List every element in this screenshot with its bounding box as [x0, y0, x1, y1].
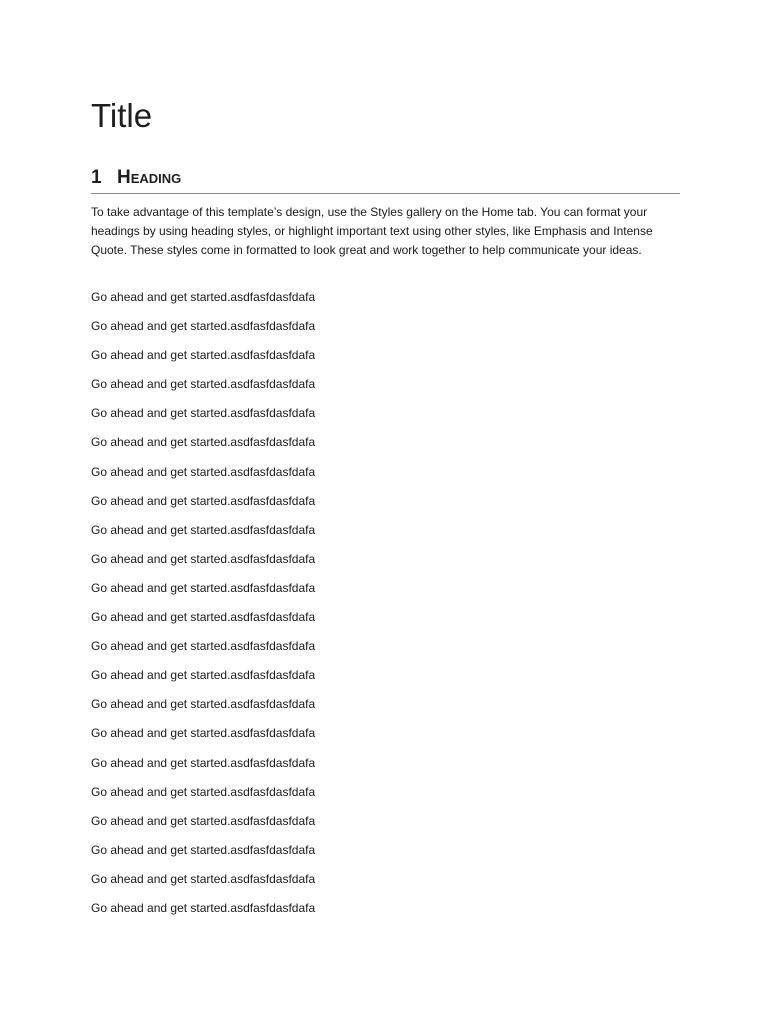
- intro-paragraph: To take advantage of this template’s design, use the Styles gallery on the Home tab. You can format your headings by using heading styles, or highlight important text using other styles, like Emphasis and Intense Quote. These styles come in formatted to look great and work together to help communicate your ideas.: [91, 205, 653, 257]
- body-line: Go ahead and get started.asdfasfdasfdafa: [91, 755, 316, 770]
- heading-number: 1: [91, 166, 102, 188]
- body-line: Go ahead and get started.asdfasfdasfdafa: [91, 639, 316, 654]
- body-line: Go ahead and get started.asdfasfdasfdafa: [91, 319, 316, 334]
- heading-text: Heading: [117, 166, 182, 188]
- body-line: Go ahead and get started.asdfasfdasfdafa: [91, 580, 316, 595]
- body-line: Go ahead and get started.asdfasfdasfdafa: [91, 522, 316, 537]
- body-line: Go ahead and get started.asdfasfdasfdafa: [91, 871, 316, 886]
- body-line: Go ahead and get started.asdfasfdasfdafa: [91, 813, 316, 828]
- body-line: Go ahead and get started.asdfasfdasfdafa: [91, 348, 316, 363]
- body-line: Go ahead and get started.asdfasfdasfdafa: [91, 610, 316, 625]
- body-line: Go ahead and get started.asdfasfdasfdafa: [91, 435, 316, 450]
- body-line: Go ahead and get started.asdfasfdasfdafa: [91, 464, 316, 479]
- document-title: Title: [91, 97, 153, 134]
- body-line: Go ahead and get started.asdfasfdasfdafa: [91, 726, 316, 741]
- body-line: Go ahead and get started.asdfasfdasfdafa: [91, 842, 316, 857]
- section-heading: [91, 162, 680, 194]
- body-line: Go ahead and get started.asdfasfdasfdafa: [91, 784, 316, 799]
- body-lines-list: [91, 288, 681, 928]
- body-line: Go ahead and get started.asdfasfdasfdafa: [91, 668, 316, 683]
- body-line: Go ahead and get started.asdfasfdasfdafa: [91, 900, 316, 915]
- body-line: Go ahead and get started.asdfasfdasfdafa: [91, 377, 316, 392]
- body-line: Go ahead and get started.asdfasfdasfdafa: [91, 406, 316, 421]
- body-line: Go ahead and get started.asdfasfdasfdafa: [91, 551, 316, 566]
- body-line: Go ahead and get started.asdfasfdasfdafa: [91, 493, 316, 508]
- body-line: Go ahead and get started.asdfasfdasfdafa: [91, 290, 316, 304]
- body-line: Go ahead and get started.asdfasfdasfdafa: [91, 697, 316, 712]
